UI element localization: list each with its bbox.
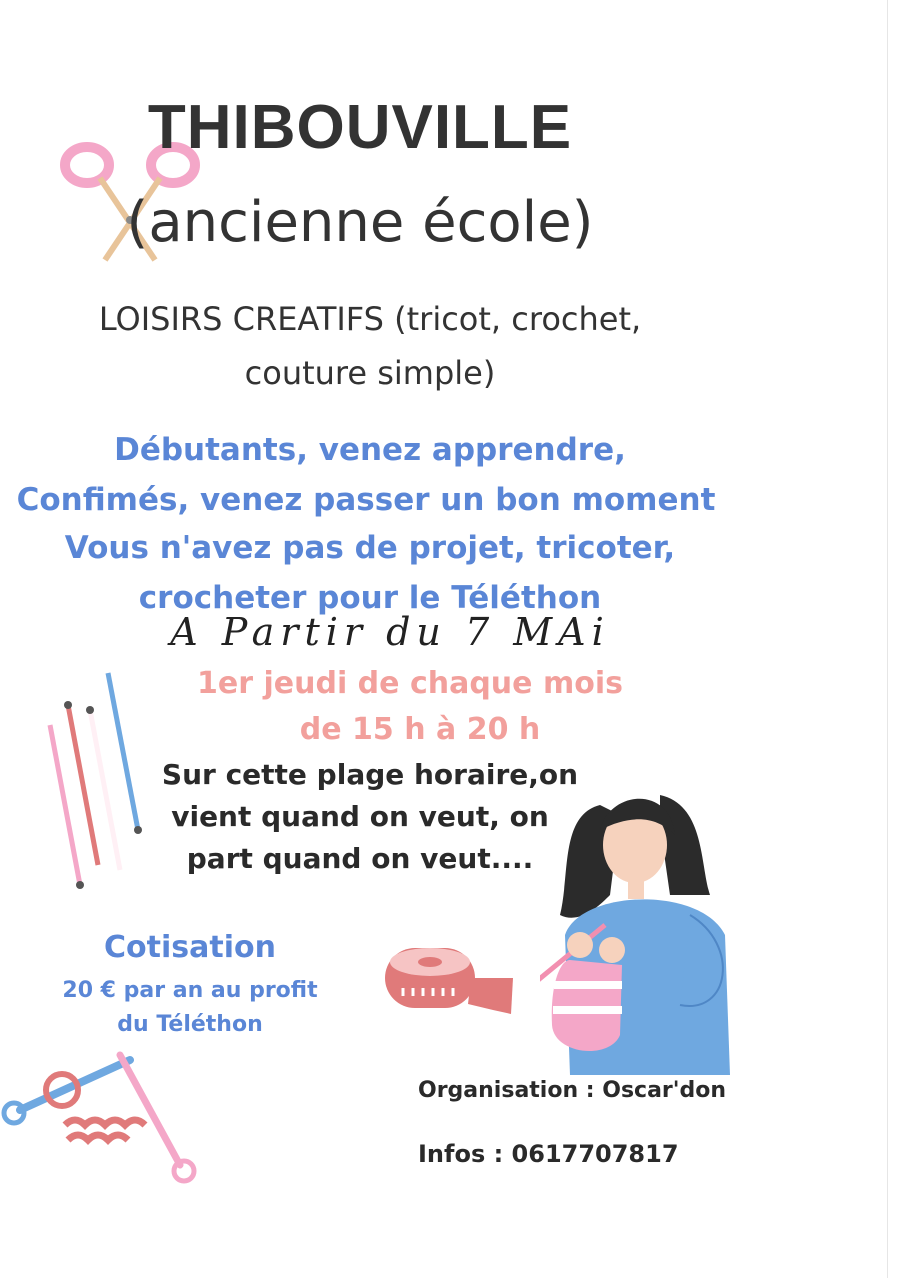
crochet-hook-icon: [0, 1045, 200, 1185]
schedule-line-1: 1er jeudi de chaque mois: [197, 666, 623, 701]
page-edge: [887, 0, 888, 1278]
infos-phone: Infos : 0617707817: [418, 1140, 679, 1168]
schedule-line-2: de 15 h à 20 h: [299, 712, 541, 747]
title-line-2: (ancienne école): [126, 190, 594, 255]
cotisation-line-1: 20 € par an au profit: [62, 978, 318, 1003]
invite-line-4: crocheter pour le Téléthon: [138, 580, 602, 616]
invite-line-1: Débutants, venez apprendre,: [114, 432, 626, 468]
subtitle-line-2: couture simple): [244, 354, 496, 392]
cotisation-line-2: du Téléthon: [117, 1012, 263, 1037]
info-line-1: Sur cette plage horaire,on: [161, 758, 579, 791]
invite-line-3: Vous n'avez pas de projet, tricoter,: [64, 530, 676, 566]
invite-line-2: Confimés, venez passer un bon moment: [16, 482, 716, 518]
measuring-tape-icon: [383, 938, 533, 1018]
subtitle-line-1: LOISIRS CREATIFS (tricot, crochet,: [98, 300, 642, 338]
woman-knitting-illustration: [540, 785, 750, 1075]
organisation-label: Organisation : Oscar'don: [418, 1078, 727, 1103]
cotisation-title: Cotisation: [104, 930, 276, 965]
title-line-1: THIBOUVILLE: [147, 93, 573, 162]
info-line-2: vient quand on veut, on: [171, 800, 549, 833]
info-line-3: part quand on veut....: [186, 842, 534, 875]
handwritten-start-date: A Partir du 7 MAi: [170, 610, 610, 654]
